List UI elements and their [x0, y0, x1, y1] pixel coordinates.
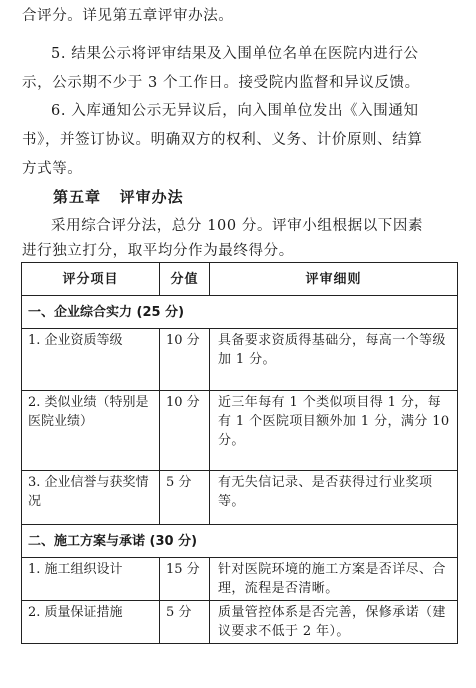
item-cell: 1. 施工组织设计 [22, 558, 160, 601]
paragraph-line: 方式等。 [22, 161, 83, 177]
table-row [22, 391, 458, 471]
paragraph-line: 书》，并签订协议。明确双方的权利、义务、计价原则、结算 [22, 132, 423, 148]
section-title: 一、企业综合实力 (25 分) [22, 296, 458, 329]
paragraph-line: 6. 入库通知公示无异议后，向入围单位发出《入围通知 [51, 103, 419, 119]
score-cell: 10 分 [160, 329, 210, 391]
score-cell: 5 分 [160, 471, 210, 525]
column-header-detail: 评审细则 [210, 263, 458, 296]
section-row [22, 525, 458, 558]
paragraph-line: 采用综合评分法，总分 100 分。评审小组根据以下因素 [51, 218, 424, 234]
paragraph-line: 进行独立打分，取平均分作为最终得分。 [22, 243, 294, 259]
score-cell: 10 分 [160, 391, 210, 471]
detail-cell: 具备要求资质得基础分，每高一个等级加 1 分。 [210, 329, 458, 391]
paragraph-line: 示，公示期不少于 3 个工作日。接受院内监督和异议反馈。 [22, 75, 420, 91]
scoring-table [21, 262, 458, 644]
section-title: 二、施工方案与承诺 (30 分) [22, 525, 458, 558]
table-row [22, 558, 458, 601]
paragraph-line: 5. 结果公示将评审结果及入围单位名单在医院内进行公 [51, 46, 419, 62]
table-row [22, 601, 458, 644]
section-row [22, 296, 458, 329]
item-cell: 1. 企业资质等级 [22, 329, 160, 391]
item-cell: 3. 企业信誉与获奖情况 [22, 471, 160, 525]
column-header-score: 分值 [160, 263, 210, 296]
detail-cell: 针对医院环境的施工方案是否详尽、合理，流程是否清晰。 [210, 558, 458, 601]
table-row [22, 471, 458, 525]
table-row [22, 329, 458, 391]
chapter-heading: 第五章 评审办法 [53, 188, 184, 206]
column-header-item: 评分项目 [22, 263, 160, 296]
item-cell: 2. 类似业绩（特别是医院业绩） [22, 391, 160, 471]
detail-cell: 有无失信记录、是否获得过行业奖项等。 [210, 471, 458, 525]
item-cell: 2. 质量保证措施 [22, 601, 160, 644]
table-header-row [22, 263, 458, 296]
score-cell: 15 分 [160, 558, 210, 601]
score-cell: 5 分 [160, 601, 210, 644]
paragraph-line: 合评分。详见第五章评审办法。 [22, 8, 234, 24]
detail-cell: 质量管控体系是否完善，保修承诺（建议要求不低于 2 年）。 [210, 601, 458, 644]
detail-cell: 近三年每有 1 个类似项目得 1 分，每有 1 个医院项目额外加 1 分，满分 10 分。 [210, 391, 458, 471]
